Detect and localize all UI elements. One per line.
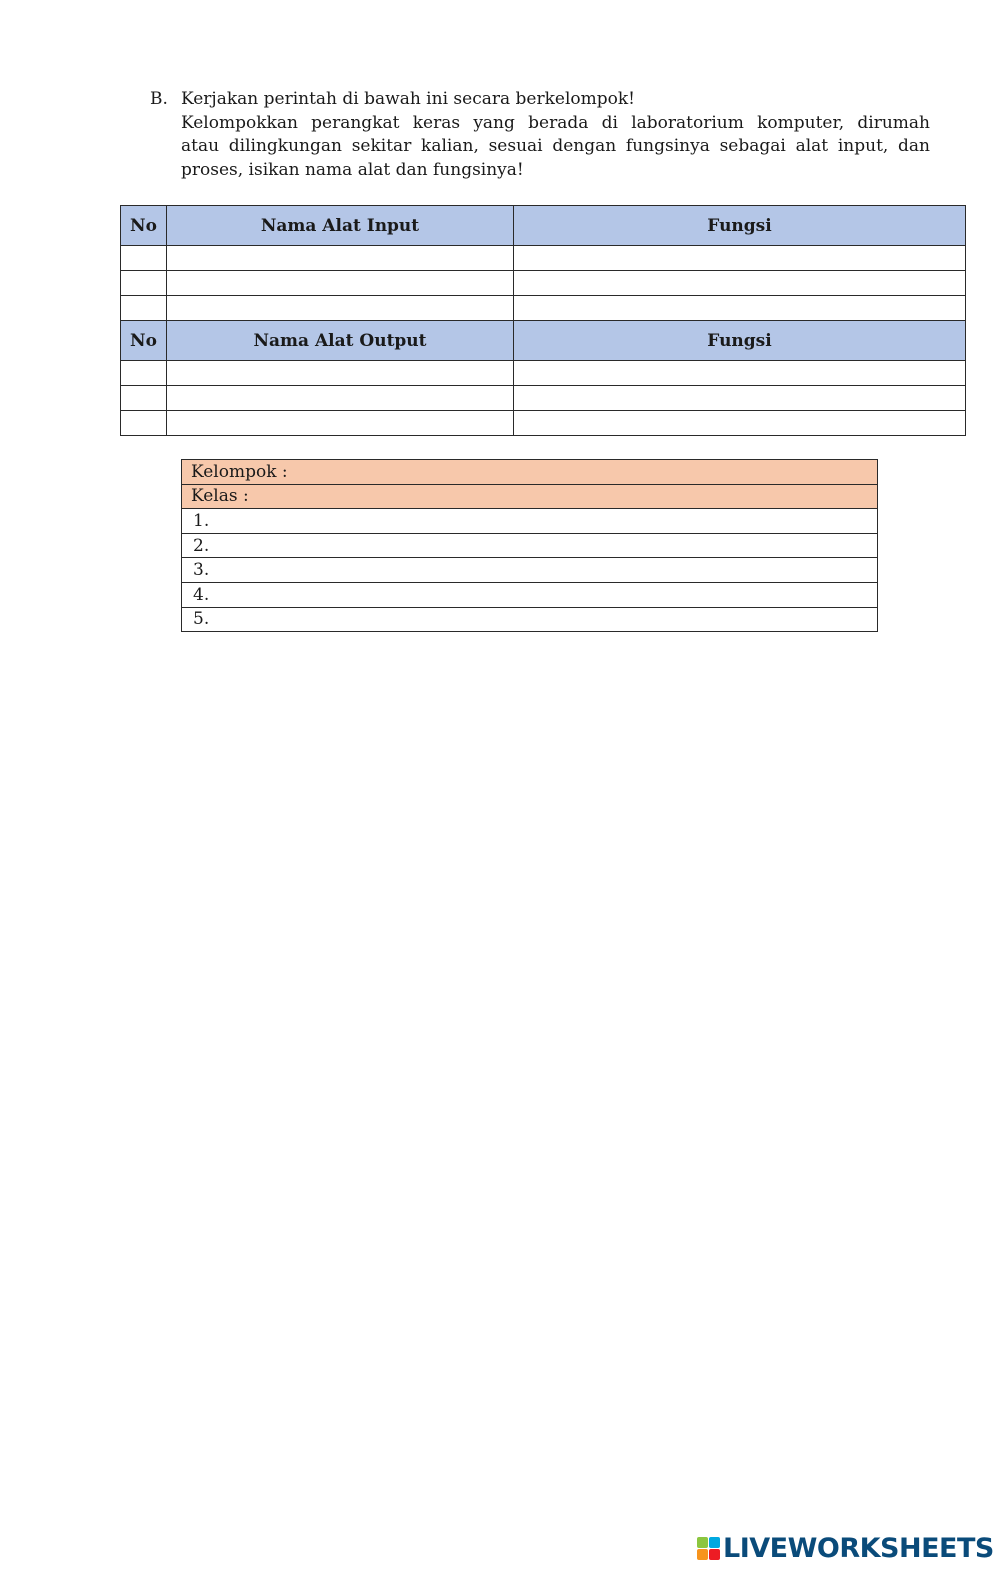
output-header-row xyxy=(121,321,966,361)
kelompok-row xyxy=(182,460,878,485)
output-row xyxy=(121,411,966,436)
input-no-cell[interactable] xyxy=(121,296,167,321)
input-header-row xyxy=(121,206,966,246)
kelas-label[interactable]: Kelas : xyxy=(182,484,878,509)
logo-square-icon xyxy=(709,1537,720,1548)
liveworksheets-logo xyxy=(697,1533,994,1563)
output-no-header: No xyxy=(121,321,167,361)
liveworksheets-logo-icon xyxy=(697,1537,720,1560)
output-function-header: Fungsi xyxy=(514,321,966,361)
member-row xyxy=(182,607,878,632)
input-row xyxy=(121,296,966,321)
output-row xyxy=(121,386,966,411)
kelas-row xyxy=(182,484,878,509)
input-name-cell[interactable] xyxy=(167,296,514,321)
input-function-cell[interactable] xyxy=(514,271,966,296)
input-name-header: Nama Alat Input xyxy=(167,206,514,246)
output-no-cell[interactable] xyxy=(121,361,167,386)
member-row xyxy=(182,582,878,607)
logo-text: LIVEWORKSHEETS xyxy=(723,1532,994,1564)
input-function-cell[interactable] xyxy=(514,246,966,271)
input-row xyxy=(121,271,966,296)
instructions-body xyxy=(181,88,930,182)
output-function-cell[interactable] xyxy=(514,411,966,436)
instruction-line-2: Kelompokkan perangkat keras yang berada di laboratorium komputer, dirumah xyxy=(181,112,930,133)
input-no-cell[interactable] xyxy=(121,246,167,271)
input-function-cell[interactable] xyxy=(514,296,966,321)
input-function-header: Fungsi xyxy=(514,206,966,246)
input-name-cell[interactable] xyxy=(167,246,514,271)
output-no-cell[interactable] xyxy=(121,411,167,436)
input-row xyxy=(121,246,966,271)
output-function-cell[interactable] xyxy=(514,386,966,411)
output-row xyxy=(121,361,966,386)
kelompok-label[interactable]: Kelompok : xyxy=(182,460,878,485)
output-name-cell[interactable] xyxy=(167,361,514,386)
member-row xyxy=(182,558,878,583)
output-name-cell[interactable] xyxy=(167,386,514,411)
instruction-line-4: proses, isikan nama alat dan fungsinya! xyxy=(181,159,524,180)
logo-square-icon xyxy=(697,1549,708,1560)
member-cell[interactable]: 2. xyxy=(182,533,878,558)
instructions xyxy=(150,88,930,182)
input-name-cell[interactable] xyxy=(167,271,514,296)
output-name-header: Nama Alat Output xyxy=(167,321,514,361)
member-cell[interactable]: 1. xyxy=(182,509,878,534)
input-no-cell[interactable] xyxy=(121,271,167,296)
member-row xyxy=(182,533,878,558)
device-table xyxy=(120,205,966,436)
output-no-cell[interactable] xyxy=(121,386,167,411)
group-table xyxy=(181,459,878,632)
logo-square-icon xyxy=(709,1549,720,1560)
member-row xyxy=(182,509,878,534)
instruction-line-3: atau dilingkungan sekitar kalian, sesuai dengan fungsinya sebagai alat input, dan xyxy=(181,136,930,156)
member-cell[interactable]: 3. xyxy=(182,558,878,583)
logo-square-icon xyxy=(697,1537,708,1548)
input-no-header: No xyxy=(121,206,167,246)
section-letter: B. xyxy=(150,89,168,109)
output-function-cell[interactable] xyxy=(514,361,966,386)
instruction-line-1: Kerjakan perintah di bawah ini secara berkelompok! xyxy=(181,89,635,109)
member-cell[interactable]: 4. xyxy=(182,582,878,607)
output-name-cell[interactable] xyxy=(167,411,514,436)
member-cell[interactable]: 5. xyxy=(182,607,878,632)
